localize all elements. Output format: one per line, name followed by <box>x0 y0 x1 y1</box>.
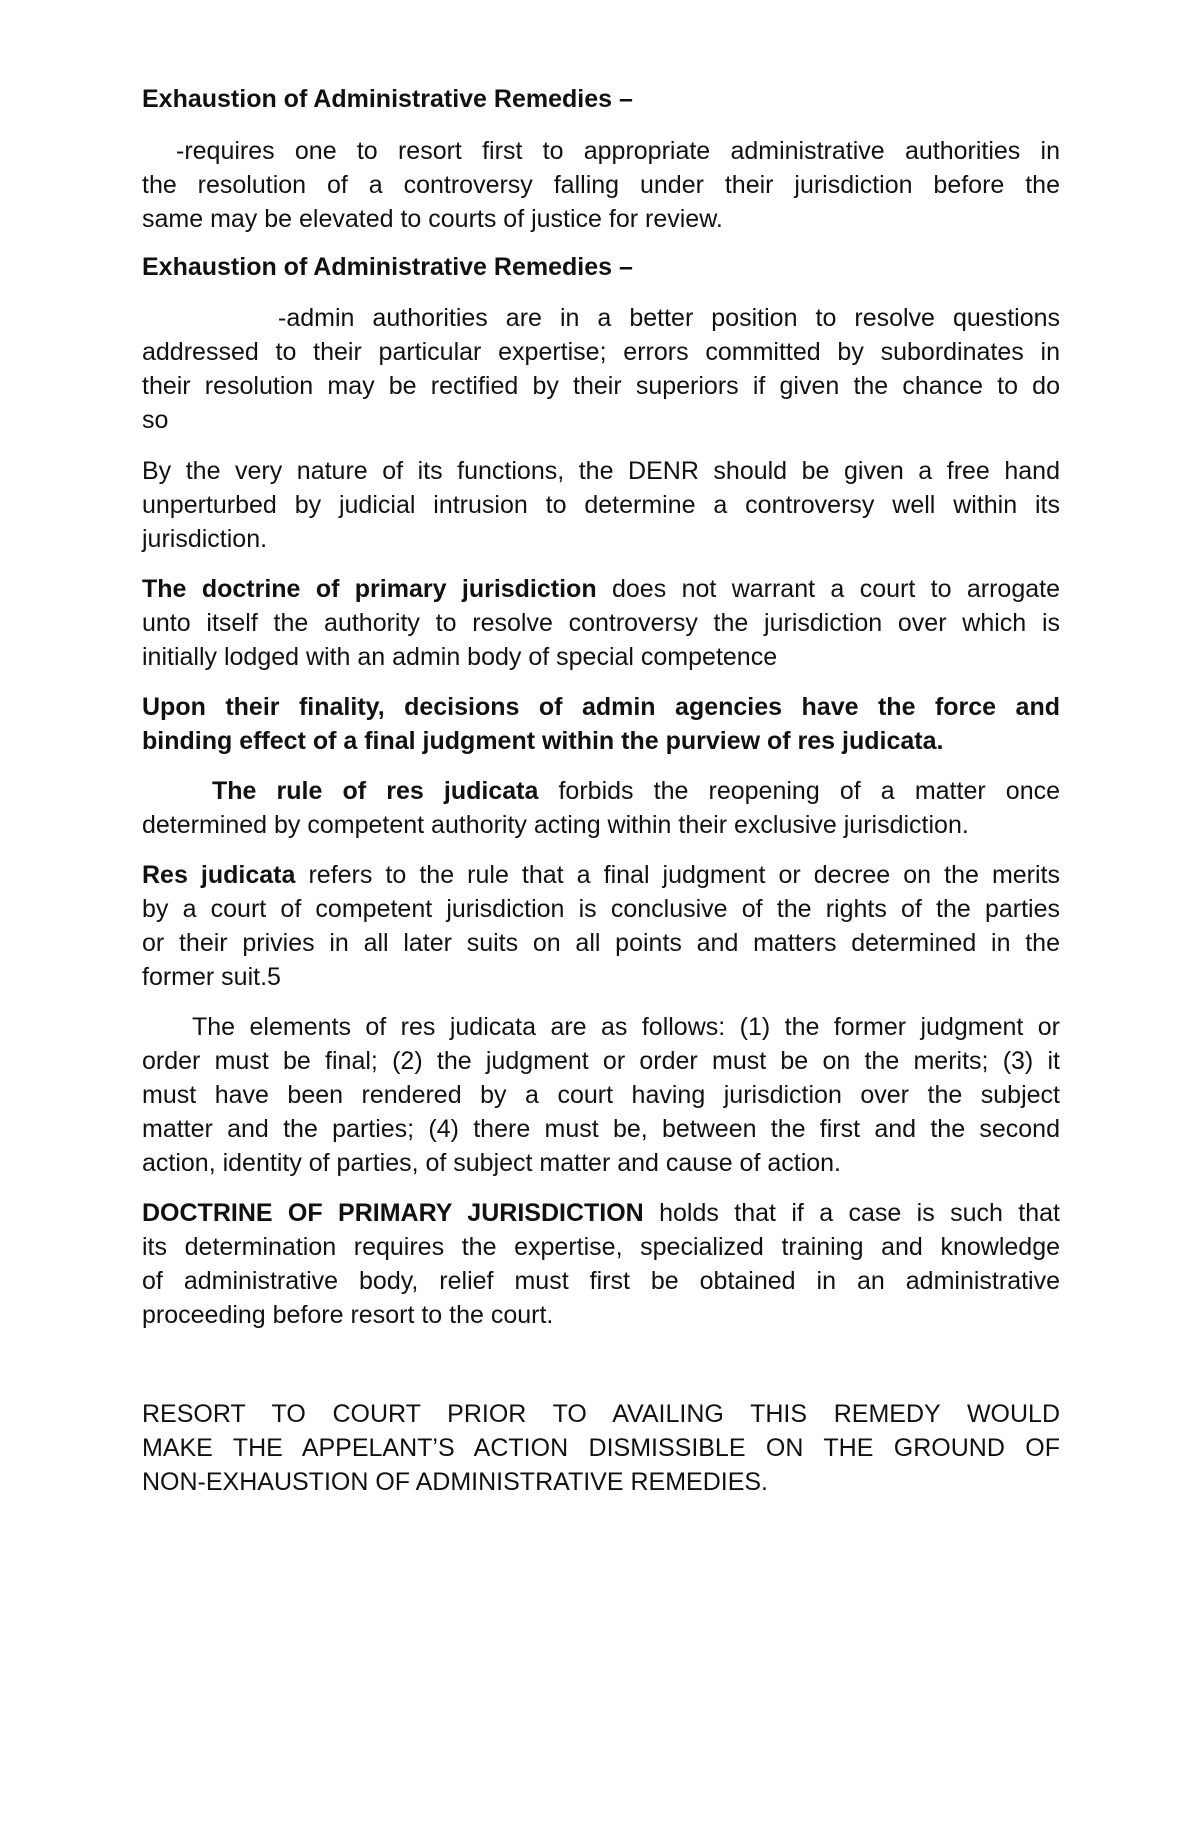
body-line: their resolution may be rectified by their superiors if given the chance to do <box>142 372 1060 400</box>
body-line: or their privies in all later suits on all points and matters determined in the <box>142 929 1060 957</box>
bold-term: Res judicata <box>142 861 296 889</box>
body-line: The elements of res judicata are as follows: (1) the former judgment or <box>192 1013 1060 1041</box>
body-line: unperturbed by judicial intrusion to determine a controversy well within its <box>142 491 1060 519</box>
body-line: action, identity of parties, of subject matter and cause of action. <box>142 1149 841 1177</box>
body-line: same may be elevated to courts of justice for review. <box>142 205 723 233</box>
body-line: so <box>142 406 169 434</box>
body-line: the resolution of a controversy falling under their jurisdiction before the <box>142 171 1060 199</box>
body-line-caps: RESORT TO COURT PRIOR TO AVAILING THIS REMEDY WOULD <box>142 1400 1060 1428</box>
bold-term: DOCTRINE OF PRIMARY JURISDICTION <box>142 1199 644 1227</box>
body-line: of administrative body, relief must first be obtained in an administrative <box>142 1267 1060 1295</box>
body-line: unto itself the authority to resolve controversy the jurisdiction over which is <box>142 609 1060 637</box>
body-line: jurisdiction. <box>142 525 268 553</box>
body-line: initially lodged with an admin body of special competence <box>142 643 778 671</box>
body-text: holds that if a case is such that <box>643 1199 1060 1227</box>
body-line: determined by competent authority acting within their exclusive jurisdiction. <box>142 811 969 839</box>
body-line-caps: MAKE THE APPELANT’S ACTION DISMISSIBLE ON THE GROUND OF <box>142 1434 1060 1462</box>
body-line-caps: NON-EXHAUSTION OF ADMINISTRATIVE REMEDIES. <box>142 1468 768 1496</box>
body-text: forbids the reopening of a matter once <box>538 777 1060 805</box>
body-text: does not warrant a court to arrogate <box>596 575 1060 603</box>
body-line: proceeding before resort to the court. <box>142 1301 554 1329</box>
body-line: -requires one to resort first to appropriate administrative authorities in <box>176 137 1060 165</box>
body-line: matter and the parties; (4) there must be, between the first and the second <box>142 1115 1060 1143</box>
bold-term: The doctrine of primary jurisdiction <box>142 575 597 603</box>
body-line <box>142 1196 1060 1231</box>
body-line: must have been rendered by a court having jurisdiction over the subject <box>142 1081 1060 1109</box>
body-line: former suit.5 <box>142 963 281 991</box>
body-line: -admin authorities are in a better position to resolve questions <box>278 304 1060 332</box>
body-line-bold: Upon their finality, decisions of admin agencies have the force and <box>142 693 1060 721</box>
section-heading: Exhaustion of Administrative Remedies – <box>142 85 633 113</box>
section-heading: Exhaustion of Administrative Remedies – <box>142 253 633 281</box>
body-line <box>142 858 1060 893</box>
body-line-bold: binding effect of a final judgment within the purview of res judicata. <box>142 727 944 755</box>
body-line: By the very nature of its functions, the DENR should be given a free hand <box>142 457 1060 485</box>
body-line: its determination requires the expertise, specialized training and knowledge <box>142 1233 1060 1261</box>
body-text: refers to the rule that a final judgment or decree on the merits <box>295 861 1060 889</box>
bold-term: The rule of res judicata <box>212 777 539 805</box>
body-line <box>142 572 1060 607</box>
body-line: by a court of competent jurisdiction is conclusive of the rights of the parties <box>142 895 1060 923</box>
body-line: addressed to their particular expertise; errors committed by subordinates in <box>142 338 1060 366</box>
body-line <box>212 774 1060 809</box>
body-line: order must be final; (2) the judgment or order must be on the merits; (3) it <box>142 1047 1060 1075</box>
